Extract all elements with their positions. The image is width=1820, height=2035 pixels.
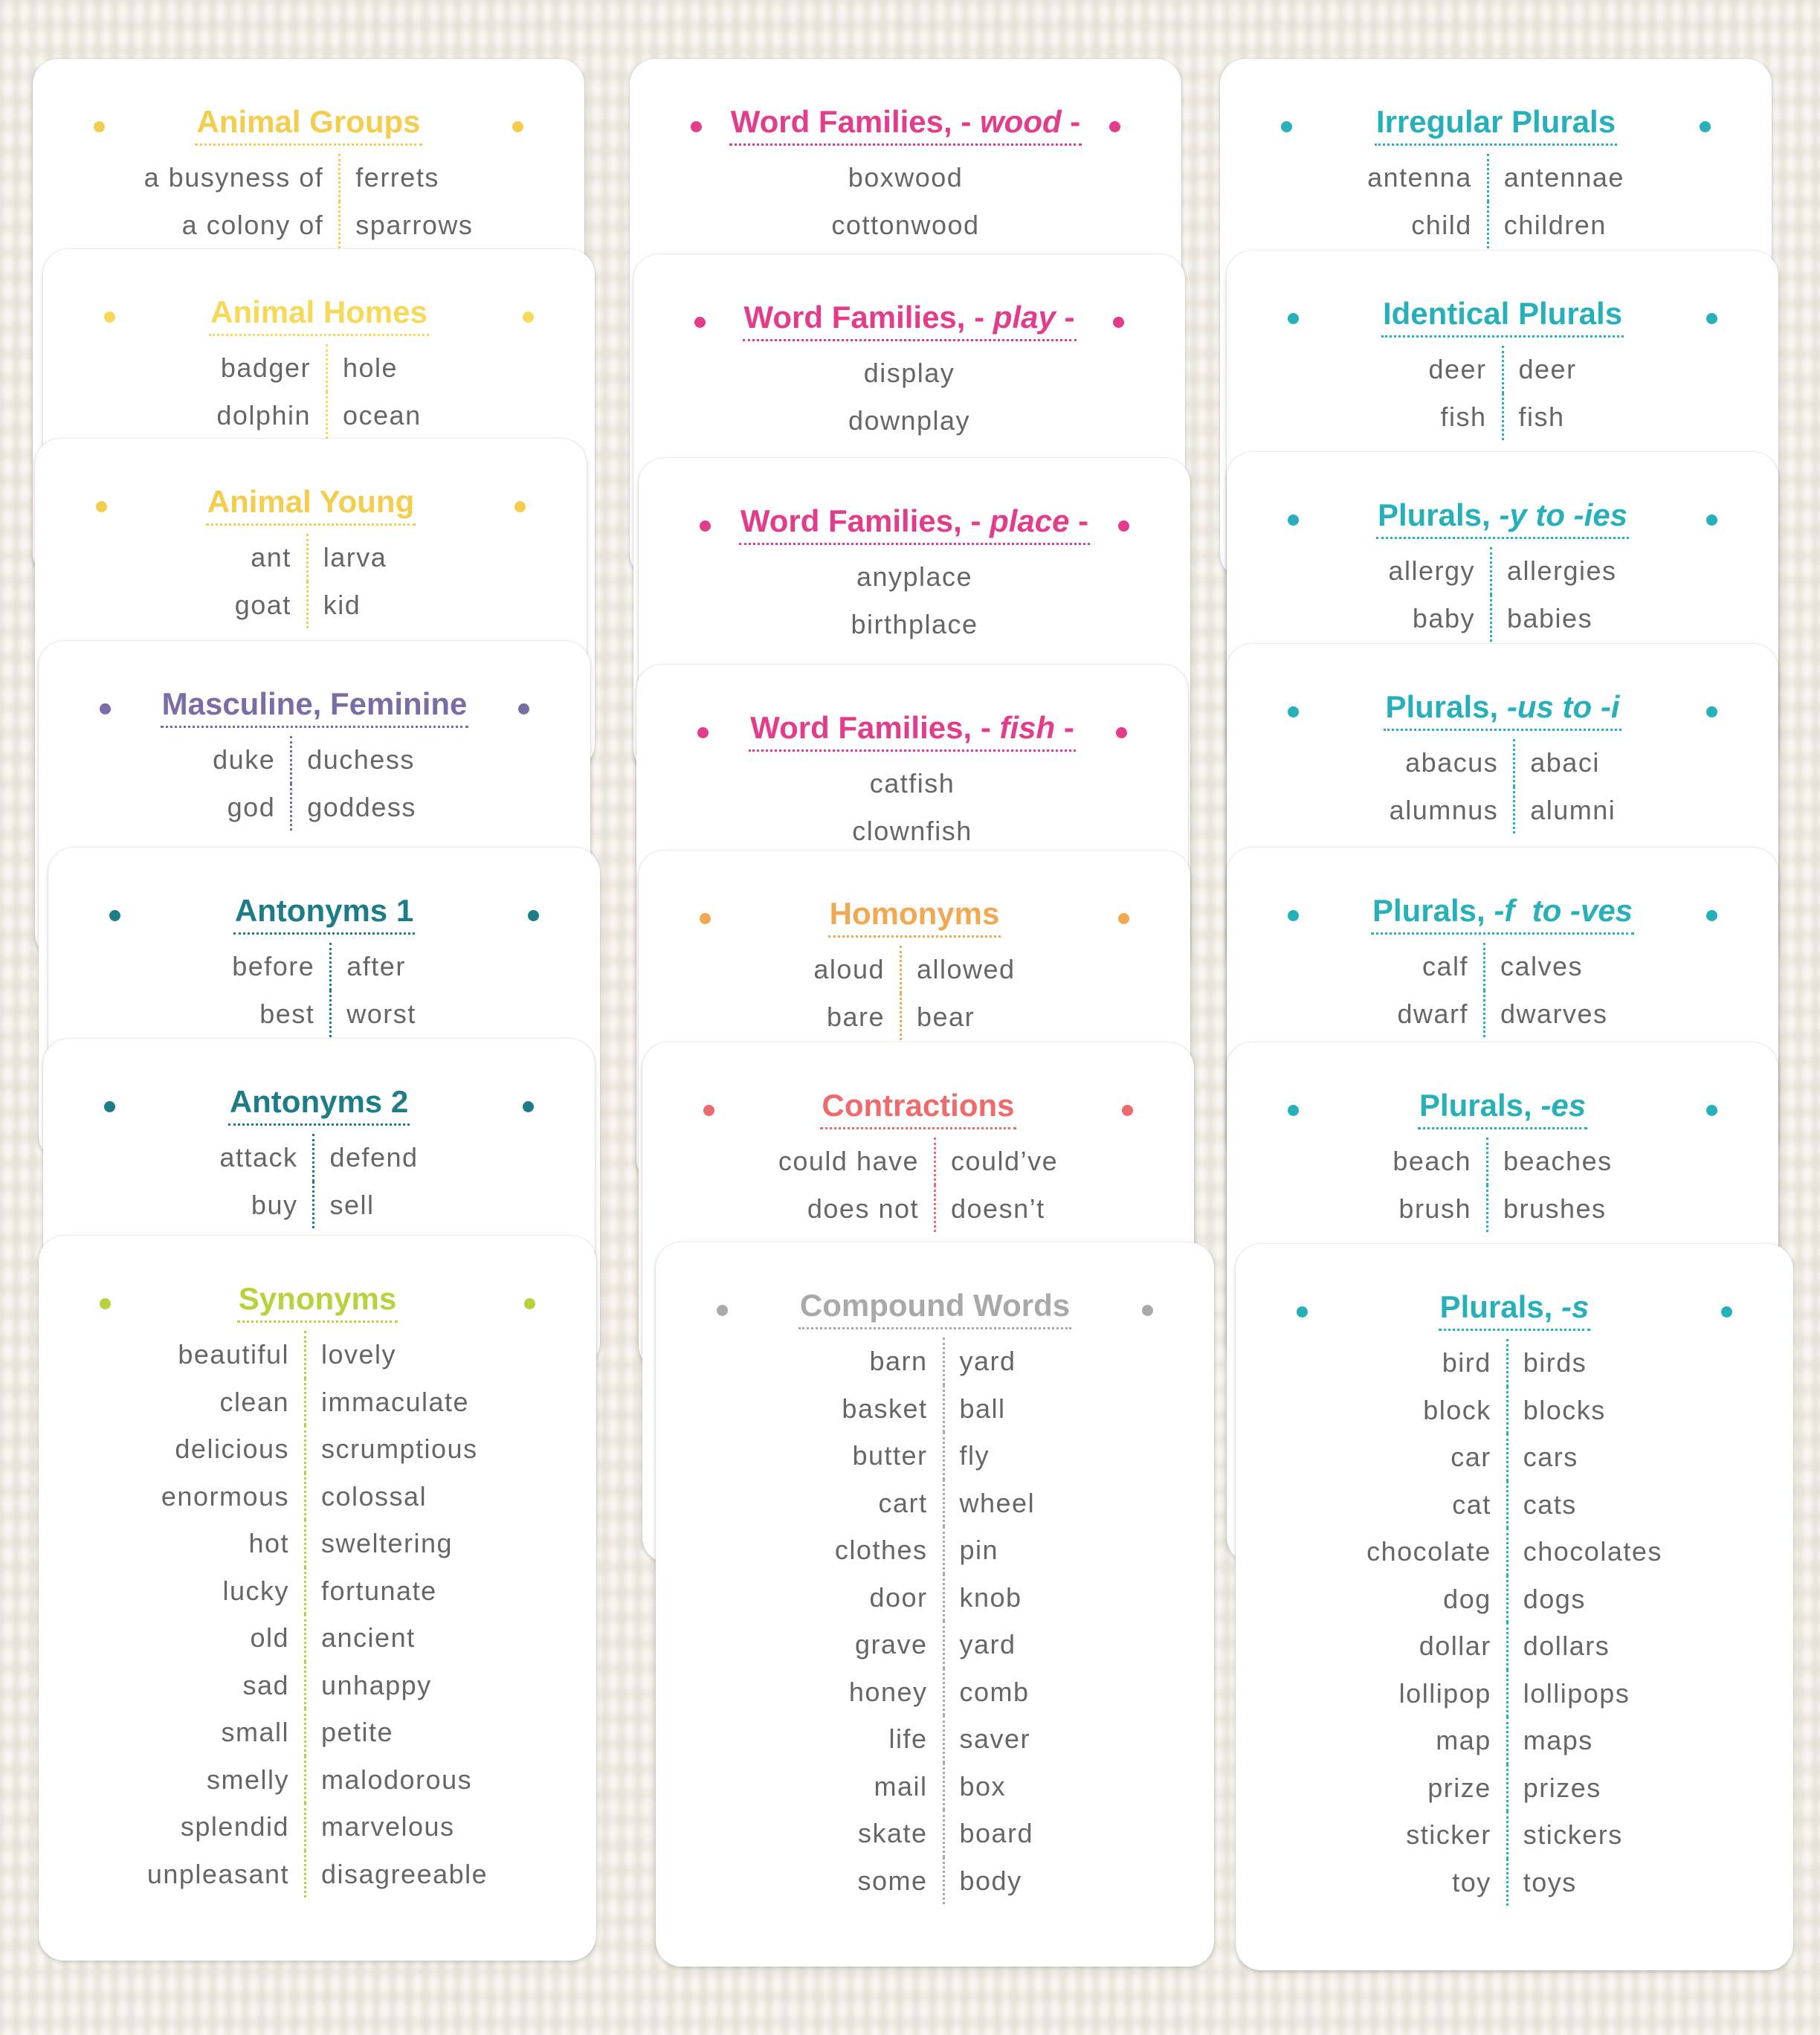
title-segment: Contractions [822,1088,1015,1123]
card-header [633,297,1185,342]
card-header [1227,891,1778,935]
word-right: defend [329,1142,419,1173]
word-right: marvelous [321,1811,455,1842]
bullet-dot-icon [1706,910,1717,921]
card-title [228,1082,410,1126]
word-right: antennae [1503,162,1624,193]
word-left: child [1367,201,1489,249]
bullet-dot-icon [1113,317,1124,328]
title-segment: Masculine, Feminine [161,686,468,721]
bullet-dot-icon [1142,1305,1153,1316]
card-header [1227,687,1778,732]
word-pairs [1367,154,1624,248]
card-header [39,684,590,729]
word-left: small [147,1709,306,1756]
title-segment: - [1055,300,1075,335]
word-pairs [213,736,416,831]
card-title [743,297,1077,341]
word-right: knob [959,1581,1022,1613]
word-right: allowed [917,954,1016,984]
bullet-dot-icon [96,501,107,512]
flashcard[interactable] [1236,1244,1793,1970]
word-left: bare [813,993,902,1041]
bullet-dot-icon [1118,520,1129,532]
bullet-dot-icon [514,501,526,512]
word-right: saver [959,1723,1031,1754]
card-title [1439,1287,1591,1331]
word-right: bear [917,1001,975,1032]
bullet-dot-icon [1700,121,1711,132]
word-left: map [1366,1717,1508,1764]
card-title [161,684,469,728]
word-left: baby [1388,595,1492,642]
card-header [39,1279,596,1323]
title-segment: Homonyms [829,896,1000,931]
card-header [1227,495,1778,540]
word-right: blocks [1523,1394,1606,1425]
bullet-dot-icon [104,1101,115,1112]
card-title [798,1286,1071,1329]
word-right: larva [323,542,387,573]
bullet-dot-icon [1118,913,1129,924]
word-left: alumnus [1390,787,1516,834]
title-segment: Compound Words [799,1288,1071,1323]
word: boxwood [848,162,964,193]
word-left: does not [778,1185,936,1233]
bullet-dot-icon [523,312,534,323]
bullet-dot-icon [518,703,529,715]
word-right: petite [321,1717,394,1747]
bullet-dot-icon [1288,313,1299,324]
word-left: best [232,990,332,1038]
word-left: basket [835,1385,945,1433]
word-left: barn [835,1338,945,1385]
word-right: yard [959,1346,1016,1376]
word-right: dogs [1523,1583,1586,1614]
title-segment: - [1061,104,1081,139]
word-left: cart [835,1480,945,1527]
title-segment: Word Families, - [730,104,980,139]
title-segment: Animal Groups [196,104,421,139]
bullet-dot-icon [523,1101,534,1112]
card-title [233,891,415,935]
word-left: abacus [1390,739,1516,787]
bullet-dot-icon [1706,706,1717,717]
word-right: calves [1500,951,1584,981]
word-right: alumni [1530,794,1616,825]
bullet-dot-icon [691,121,702,132]
card-title [1375,102,1617,146]
word: cottonwood [831,209,980,240]
card-title [206,482,416,526]
card-title [1371,891,1634,935]
bullet-dot-icon [100,1298,111,1309]
word-left: fish [1428,393,1503,441]
word-right: toys [1523,1866,1577,1897]
word-left: butter [835,1432,945,1480]
word-right: ancient [321,1622,416,1653]
card-title [739,501,1090,545]
card-header [639,501,1190,546]
title-segment: -es [1540,1088,1587,1123]
title-segment: Antonyms 2 [229,1084,409,1119]
word-right: body [959,1865,1022,1896]
word-right: fly [959,1440,990,1471]
word-left: sticker [1366,1811,1508,1859]
word: catfish [869,768,955,799]
bullet-dot-icon [1297,1306,1308,1318]
card-header [48,891,600,935]
word-right: scrumptious [321,1433,478,1464]
word-left: deer [1428,346,1503,393]
card-header [35,482,587,526]
word-left: cat [1366,1481,1508,1529]
word-right: duchess [307,744,415,775]
word-left: smelly [147,1756,306,1804]
word-pairs [848,349,970,444]
word-left: could have [778,1138,936,1185]
word-right: wheel [959,1487,1036,1518]
word-left: clothes [835,1526,945,1574]
word-right: colossal [321,1480,427,1512]
title-segment: place [990,503,1070,538]
word-left: ant [235,534,309,581]
word-right: prizes [1523,1772,1601,1803]
title-segment: -us to -i [1506,689,1620,724]
card-header [639,894,1190,938]
card-header [1227,294,1778,338]
word-pairs [1393,1138,1612,1232]
word-right: could’ve [951,1146,1059,1176]
word-left: lollipop [1366,1670,1508,1718]
card-header [636,708,1188,752]
title-segment: Plurals, [1385,689,1507,724]
word-left: dolphin [216,392,328,439]
bullet-dot-icon [1122,1105,1133,1116]
word-left: skate [835,1810,945,1857]
title-segment: Animal Homes [210,294,427,329]
word-right: ocean [343,399,422,430]
title-segment: fish [999,710,1056,745]
title-segment: Word Families, - [740,503,990,538]
word-right: deer [1518,354,1577,384]
word-right: chocolates [1523,1536,1662,1567]
title-segment: Word Families, - [743,300,993,335]
bullet-dot-icon [109,910,120,921]
bullet-dot-icon [700,913,711,924]
word: birthplace [851,608,978,639]
bullet-dot-icon [94,121,105,132]
title-segment: play [993,300,1056,335]
bullet-dot-icon [694,317,706,328]
word: display [863,358,955,388]
word-pairs [851,553,978,648]
card-title [1384,687,1621,731]
word-left: god [213,784,292,831]
word-pairs [232,943,416,1037]
word-right: ball [959,1393,1006,1424]
word-pairs [1388,547,1616,642]
word-right: allergies [1506,555,1617,586]
title-segment: Irregular Plurals [1375,104,1616,139]
word-right: board [959,1818,1034,1848]
title-segment: - [1055,710,1074,745]
bullet-dot-icon [1288,910,1299,921]
bullet-dot-icon [1721,1306,1732,1318]
word: anyplace [856,561,973,592]
card-title [1381,294,1624,338]
card-header [642,1086,1194,1130]
word-right: babies [1506,602,1593,633]
card-title [749,708,1076,752]
title-segment: Animal Young [207,484,415,519]
word-left: lucky [147,1567,306,1615]
word-left: some [835,1857,945,1905]
card-header [43,292,595,337]
bullet-dot-icon [1706,313,1717,324]
word-left: block [1366,1387,1508,1434]
card-title [828,894,1001,938]
title-segment: Identical Plurals [1382,296,1623,331]
word-left: prize [1366,1764,1508,1812]
bullet-dot-icon [1706,515,1717,526]
word-left: delicious [147,1425,306,1473]
word-right: cars [1523,1442,1578,1472]
card-title [729,102,1082,146]
word-left: dollar [1366,1622,1508,1670]
word-right: sell [329,1189,375,1220]
bullet-dot-icon [1109,121,1120,132]
bullet-dot-icon [1706,1105,1717,1116]
word-left: brush [1393,1185,1488,1233]
word-right: box [959,1770,1007,1802]
word-right: abaci [1530,747,1600,778]
bullet-dot-icon [1281,121,1292,132]
bullet-dot-icon [528,910,539,921]
word-left: duke [213,736,292,784]
word-left: aloud [813,946,902,993]
card-title [237,1279,398,1323]
title-segment: Word Families, - [750,710,1000,745]
word-left: hot [147,1520,306,1567]
word-left: sad [147,1662,306,1709]
bullet-dot-icon [717,1305,728,1316]
word-left: honey [835,1668,945,1716]
title-segment: Plurals, [1377,497,1500,532]
card-title [1376,495,1629,539]
word-left: old [147,1614,306,1662]
word-left: clean [147,1378,306,1426]
word-right: unhappy [321,1669,432,1700]
word-left: dog [1366,1576,1508,1623]
word-right: brushes [1503,1193,1607,1224]
card-title [195,102,422,146]
word-pairs [835,1338,1035,1904]
word-right: kid [323,589,361,620]
title-segment: wood [980,104,1062,139]
word-pairs [1428,346,1576,440]
flashcard[interactable] [39,1236,596,1961]
word-left: buy [219,1181,314,1229]
word-right: maps [1523,1725,1593,1755]
word-left: splendid [147,1803,306,1851]
word-right: birds [1523,1347,1587,1378]
word-left: allergy [1388,547,1492,595]
word-left: unpleasant [147,1851,306,1898]
word-right: doesn’t [951,1193,1045,1224]
word-right: disagreeable [321,1858,488,1889]
title-segment: Synonyms [238,1281,397,1316]
word-left: bird [1366,1339,1508,1387]
bullet-dot-icon [700,520,711,532]
word-right: sparrows [355,209,474,240]
card-header [43,1082,595,1126]
card-header [630,102,1181,146]
word-right: cats [1523,1489,1577,1520]
word-right: dollars [1523,1631,1610,1661]
word-left: calf [1397,943,1485,990]
word-left: chocolate [1366,1528,1508,1576]
card-header [1227,1086,1778,1130]
word-left: a busyness of [144,154,341,201]
word-right: ferrets [355,162,439,193]
word-right: malodorous [321,1764,473,1795]
word-pairs [235,534,387,628]
word-left: life [835,1715,945,1763]
card-header [33,102,584,146]
word-left: enormous [147,1473,306,1520]
word-right: pin [959,1535,999,1565]
bullet-dot-icon [524,1298,535,1309]
flashcard[interactable] [656,1242,1214,1967]
bullet-dot-icon [1288,1105,1299,1116]
card-title [1418,1086,1587,1129]
word-pairs [1366,1339,1662,1906]
title-segment: -s [1561,1289,1590,1324]
word-left: badger [216,344,328,392]
card-header [1236,1287,1793,1332]
word-pairs [147,1331,488,1897]
word-right: fish [1518,401,1565,432]
word-right: immaculate [321,1386,470,1417]
title-segment: Antonyms 1 [234,893,414,928]
word-right: fortunate [321,1575,437,1606]
word-left: dwarf [1397,990,1485,1038]
title-segment: -y to -ies [1499,497,1628,532]
word-right: sweltering [321,1528,454,1558]
card-title [820,1086,1016,1129]
bullet-dot-icon [1116,727,1127,738]
word-right: lovely [321,1339,397,1370]
word-right: comb [959,1676,1030,1707]
word-left: antenna [1367,154,1489,201]
word-pairs [216,344,421,439]
word-pairs [852,760,972,854]
word-left: a colony of [144,201,341,249]
word-left: beach [1393,1138,1488,1185]
word: downplay [848,404,971,436]
card-title [209,292,429,336]
word-right: goddess [307,791,416,822]
bullet-dot-icon [1288,515,1299,526]
word-left: car [1366,1433,1508,1481]
word-pairs [219,1134,418,1228]
title-segment: Plurals, [1439,1289,1562,1324]
word-pairs [1397,943,1607,1037]
word-right: dwarves [1500,998,1608,1029]
card-header [656,1286,1214,1330]
word-left: before [232,943,332,990]
bullet-dot-icon [100,703,111,715]
word-pairs [778,1138,1058,1232]
title-segment: - [1069,503,1089,538]
word-pairs [1390,739,1616,833]
word-right: stickers [1523,1819,1623,1850]
bullet-dot-icon [104,312,115,323]
title-segment: -f to -ves [1494,893,1633,928]
word-left: door [835,1574,945,1622]
word-right: lollipops [1523,1677,1630,1709]
card-header [1220,102,1772,146]
word-left: toy [1366,1859,1508,1906]
word-right: yard [959,1629,1016,1660]
word-right: hole [343,352,398,383]
bullet-dot-icon [697,727,709,738]
word-pairs [813,946,1015,1040]
word-left: beautiful [147,1331,306,1378]
word-left: grave [835,1621,945,1668]
title-segment: Plurals, [1419,1088,1541,1123]
word-right: worst [346,998,416,1029]
word-right: after [346,951,406,981]
word-right: children [1503,209,1607,240]
word-pairs [831,154,979,248]
bullet-dot-icon [1288,706,1299,717]
word: clownfish [852,815,972,846]
word-right: beaches [1503,1146,1613,1176]
word-left: attack [219,1134,314,1181]
bullet-dot-icon [512,121,523,132]
word-left: goat [235,581,309,629]
title-segment: Plurals, [1372,893,1494,928]
word-left: mail [835,1763,945,1810]
word-pairs [144,154,474,248]
bullet-dot-icon [703,1105,714,1116]
